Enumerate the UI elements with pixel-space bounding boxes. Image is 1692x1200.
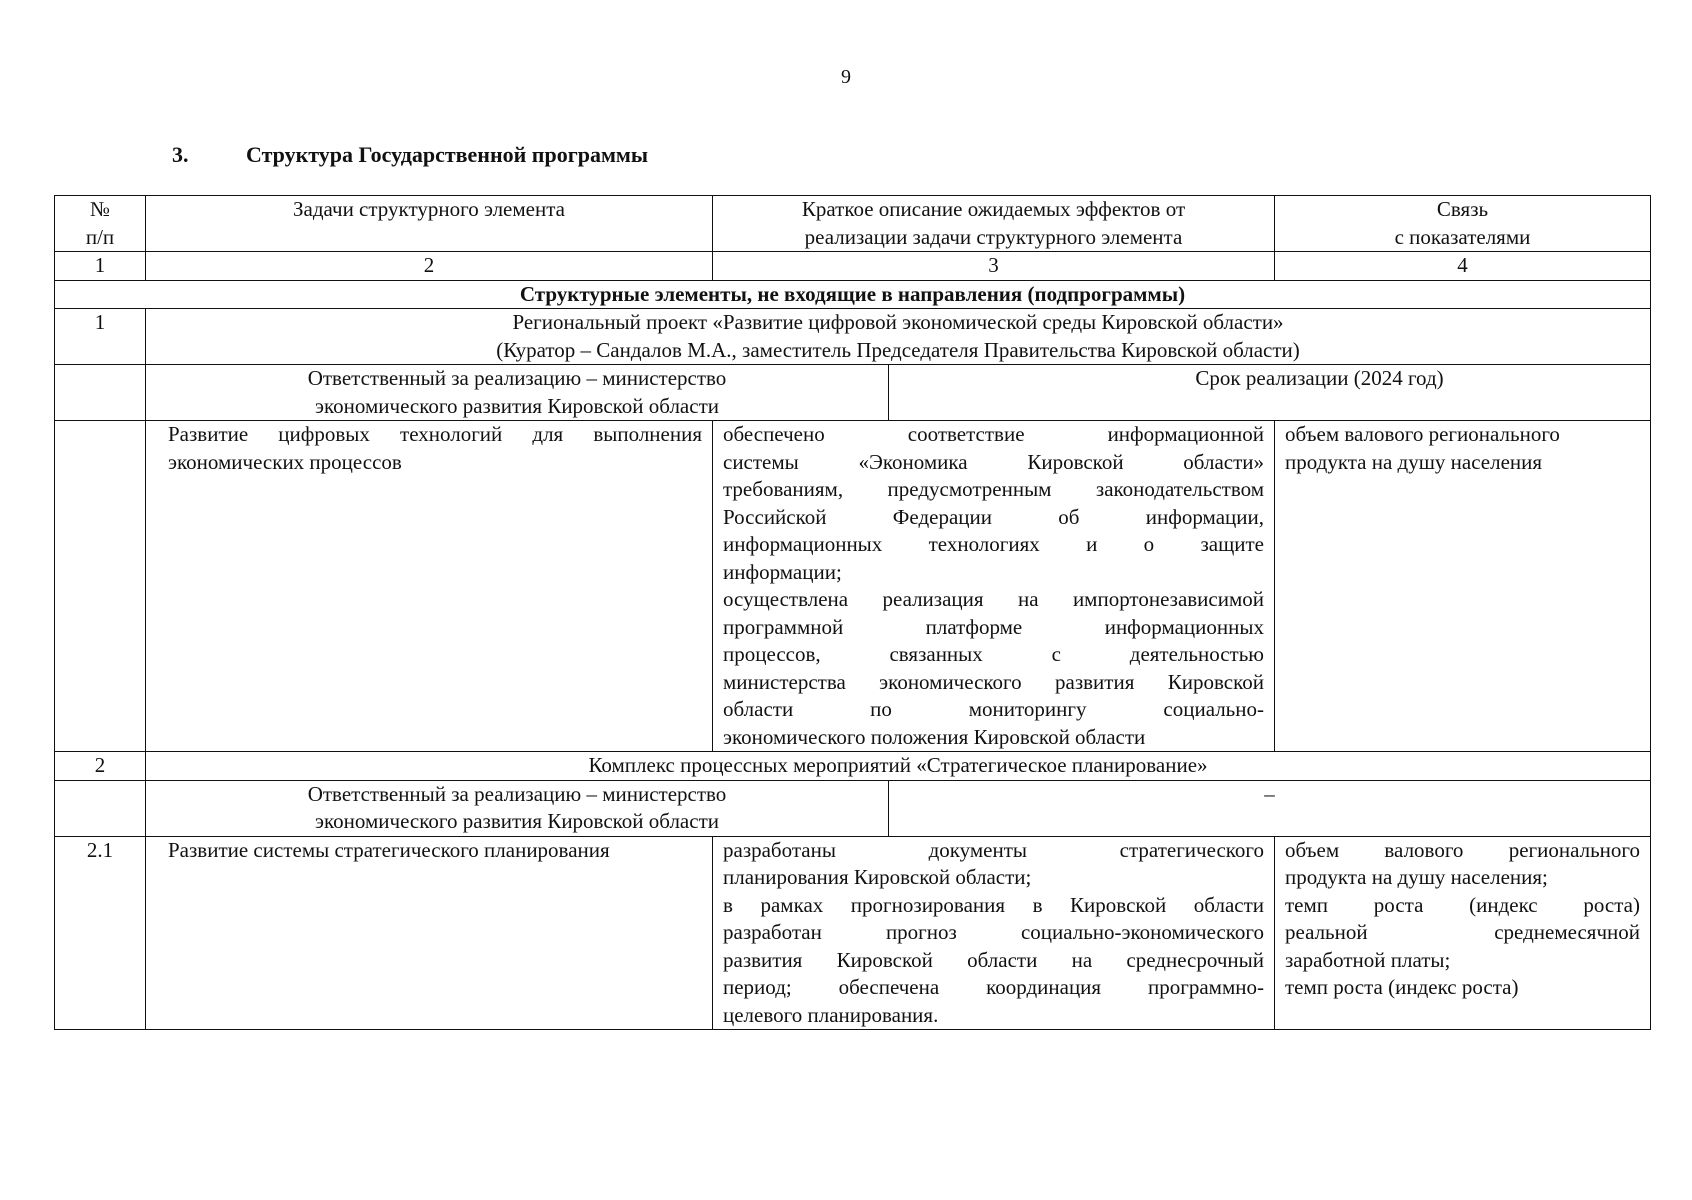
project1-task: Развитие цифровых технологий для выполнения экономических процессов [146,421,713,752]
project1-responsible: Ответственный за реализацию – министерство экономического развития Кировской области [146,365,889,421]
column-numbers-row [55,252,1651,281]
effects-line: разработан прогноз социально-экономического [723,920,1264,944]
indicator-line: заработной платы; [1285,947,1451,972]
indicator-line: продукта на душу населения; [1285,865,1548,889]
header-indicators: Связь с показателями [1275,196,1651,252]
effects-line: развития Кировской области на среднесрочный [723,947,1264,972]
project1-indicator: объем валового регионального продукта на душу населения [1275,421,1651,752]
project2-num: 2 [55,752,146,781]
project1-effects [713,421,1275,752]
header-num: № п/п [55,196,146,252]
effects-line: период; обеспечена координация программно- [723,975,1264,999]
effects-line: требованиям, предусмотренным законодательством [723,477,1264,501]
project1-period: Срок реализации (2024 год) [889,365,1651,421]
effects-line: области по мониторингу социально- [723,697,1264,721]
header-effects: Краткое описание ожидаемых эффектов от реализации задачи структурного элемента [713,196,1275,252]
column-number: 2 [146,252,713,281]
group-heading: Структурные элементы, не входящие в направления (подпрограммы) [55,280,1651,309]
section-title-text: Структура Государственной программы [246,142,649,167]
effects-line: информационных технологиях и о защите [723,532,1264,556]
section-title [172,142,648,168]
indicator-line: объем валового регионального [1285,837,1640,862]
project2-responsible-row [55,780,1651,836]
effects-line: в рамках прогнозирования в Кировской области [723,892,1264,917]
empty-cell [55,365,146,421]
indicator-line: реальной среднемесячной [1285,920,1640,944]
table-header-row [55,196,1651,252]
group-heading-row [55,280,1651,309]
column-number: 3 [713,252,1275,281]
effects-line: программной платформе информационных [723,614,1264,639]
project1-title: Региональный проект «Развитие цифровой экономической среды Кировской области» (Куратор – Сандалов М.А., заместитель Председателя Правительства Кировской области) [146,309,1651,365]
empty-cell [55,780,146,836]
effects-line: разработаны документы стратегического [723,837,1264,862]
item-num: 2.1 [55,836,146,1030]
effects-line: экономического положения Кировской области [723,724,1146,749]
effects-line: процессов, связанных с деятельностью [723,642,1264,666]
project2-item-row [55,836,1651,1030]
project1-responsible-row [55,365,1651,421]
header-tasks: Задачи структурного элемента [146,196,713,252]
column-number: 1 [55,252,146,281]
effects-line: информации; [723,559,842,584]
project2-title-row [55,752,1651,781]
project1-title-row [55,309,1651,365]
indicator-line: темп роста (индекс роста) [1285,975,1519,999]
effects-line: Российской Федерации об информации, [723,504,1264,529]
item-indicators [1275,836,1651,1030]
program-structure-table [54,195,1651,1030]
effects-line: министерства экономического развития Кировской [723,669,1264,694]
column-number: 4 [1275,252,1651,281]
project2-title: Комплекс процессных мероприятий «Стратегическое планирование» [146,752,1651,781]
empty-cell [55,421,146,752]
project1-task-row [55,421,1651,752]
effects-line: обеспечено соответствие информационной [723,422,1264,446]
item-effects [713,836,1275,1030]
page-number: 9 [841,66,851,88]
effects-line: системы «Экономика Кировской области» [723,449,1264,474]
effects-line: планирования Кировской области; [723,865,1032,889]
item-task: Развитие системы стратегического планирования [146,836,713,1030]
indicator-line: темп роста (индекс роста) [1285,892,1640,917]
section-number: 3. [172,142,189,167]
effects-line: целевого планирования. [723,1002,939,1027]
project2-period: – [889,780,1651,836]
project1-num: 1 [55,309,146,365]
project2-responsible: Ответственный за реализацию – министерство экономического развития Кировской области [146,780,889,836]
effects-line: осуществлена реализация на импортонезависимой [723,587,1264,611]
